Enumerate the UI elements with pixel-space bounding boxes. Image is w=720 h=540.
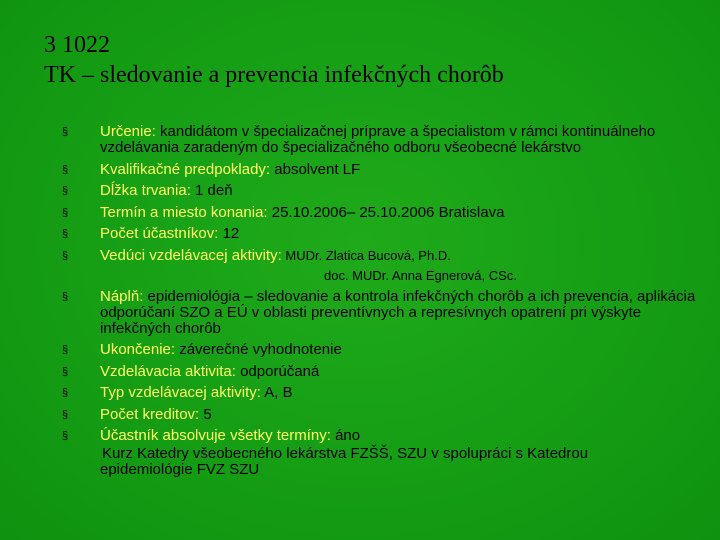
list-item-termin (62, 205, 702, 221)
item-label: Vzdelávacia aktivita: (100, 362, 236, 380)
bullet-icon: § (62, 163, 69, 176)
bullet-icon: § (62, 249, 69, 262)
list-item-naplan (62, 289, 702, 337)
bullet-icon: § (62, 126, 69, 138)
item-value: kandidátom v špecializačnej príprave a špecialistom v rámci kontinuálneho vzdelávania zaradeným do špecializačného odboru všeobecné lekárstvo (100, 123, 656, 156)
bullet-icon: § (62, 408, 69, 421)
footer-line-2: epidemiológie FVZ SZU (100, 461, 260, 478)
bullet-icon: § (62, 344, 69, 356)
list-item-urcenie (62, 124, 702, 156)
item-label: Určenie: (100, 123, 156, 140)
item-label: Termín a miesto konania: (100, 203, 268, 221)
bullet-icon: § (62, 206, 69, 219)
item-value: áno (330, 427, 361, 444)
bullet-icon: § (62, 185, 69, 197)
bullet-icon: § (62, 365, 69, 378)
item-value: 12 (218, 225, 240, 242)
footer-line-1: Kurz Katedry všeobecného lekárstva FZŠŠ, SZU v spolupráci s Katedrou (102, 445, 589, 462)
list-item-terminy (62, 428, 702, 444)
list-item-pocet-kreditov (62, 407, 702, 423)
item-value: 5 (199, 405, 212, 423)
item-label: Dĺžka trvania: (100, 182, 191, 199)
bullet-icon: § (62, 290, 69, 303)
item-label: Kvalifikačné predpoklady: (100, 160, 271, 178)
item-label: Účastník absolvuje všetky termíny: (100, 427, 331, 444)
course-name: TK – sledovanie a prevencia infekčných chorôb (44, 62, 504, 88)
item-label: Vedúci vzdelávacej aktivity: (100, 246, 282, 264)
bullet-icon: § (62, 387, 69, 399)
item-label: Typ vzdelávacej aktivity: (100, 384, 261, 401)
course-code: 3 1022 (44, 32, 110, 58)
course-details-list (62, 124, 702, 478)
item-value: záverečné vyhodnotenie (175, 341, 342, 358)
bullet-icon: § (62, 228, 69, 240)
list-item-typ-aktivity (62, 385, 702, 401)
slide-title (44, 30, 504, 90)
list-item-pocet-ucastnikov (62, 226, 702, 242)
second-leader: doc. MUDr. Anna Egnerová, CSc. (324, 267, 517, 283)
item-value: 1 deň (190, 182, 233, 199)
list-item-vzdelavacia-aktivita (62, 364, 702, 380)
bullet-icon: § (62, 430, 69, 442)
item-label: Ukončenie: (100, 341, 176, 358)
list-item-kvalifikacne-predpoklady (62, 162, 702, 178)
item-value: MUDr. Zlatica Bucová, Ph.D. (281, 247, 451, 263)
list-item-veduci (62, 248, 702, 264)
item-value: odporúčaná (235, 362, 320, 380)
item-value: A, B (260, 384, 293, 401)
item-value: 25.10.2006– 25.10.2006 Bratislava (267, 203, 505, 221)
item-label: Počet účastníkov: (100, 225, 219, 242)
list-item-ukoncenie (62, 342, 702, 358)
item-value: absolvent LF (270, 160, 361, 178)
item-value: epidemiológia – sledovanie a kontrola infekčných chorôb a ich prevencia, aplikácia odporúčaní SZO a EÚ v oblasti preventívnych a represívnych opatrení pri výskyte infekčných chorôb (100, 287, 696, 337)
item-label: Náplň: (100, 287, 144, 305)
item-label: Počet kreditov: (100, 405, 200, 423)
list-item-dlzka-trvania (62, 183, 702, 199)
